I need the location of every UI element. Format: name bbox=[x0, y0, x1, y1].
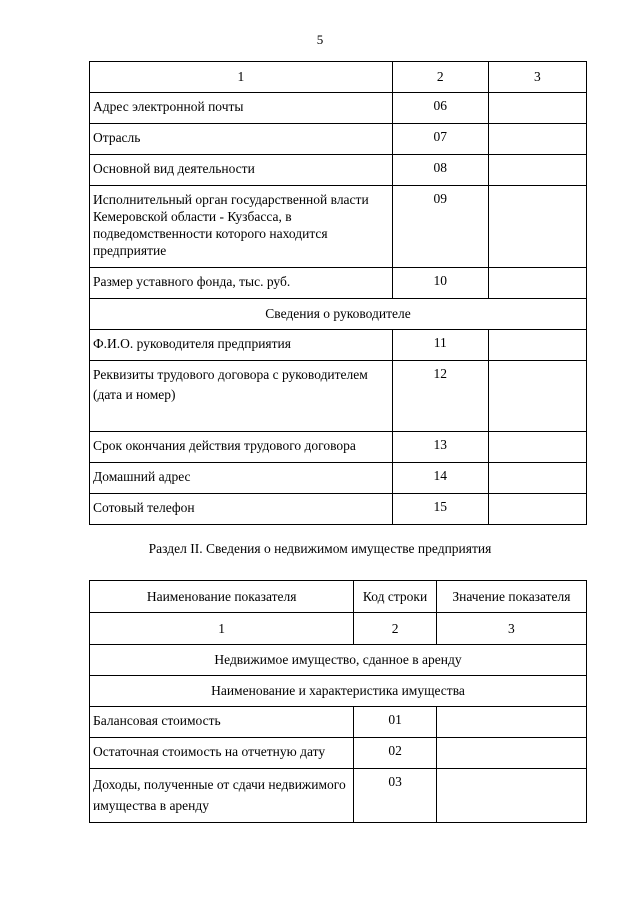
row-value-cell[interactable] bbox=[488, 432, 586, 463]
subheading-leased-property: Недвижимое имущество, сданное в аренду bbox=[90, 645, 587, 676]
section-heading-row bbox=[90, 645, 587, 676]
table-row bbox=[90, 463, 587, 494]
table-row bbox=[90, 707, 587, 738]
column-number-1: 1 bbox=[90, 613, 354, 645]
row-code: 01 bbox=[354, 707, 437, 738]
row-label: Отрасль bbox=[90, 124, 393, 155]
row-label: Основной вид деятельности bbox=[90, 155, 393, 186]
row-label: Домашний адрес bbox=[90, 463, 393, 494]
row-code: 09 bbox=[392, 186, 488, 268]
column-number-2: 2 bbox=[392, 62, 488, 93]
row-code: 11 bbox=[392, 330, 488, 361]
table-row bbox=[90, 432, 587, 463]
row-label: Реквизиты трудового договора с руководителем bbox=[93, 367, 368, 382]
row-code: 14 bbox=[392, 463, 488, 494]
header-indicator-value: Значение показателя bbox=[436, 581, 586, 613]
row-label: Ф.И.О. руководителя предприятия bbox=[90, 330, 393, 361]
enterprise-info-table bbox=[89, 61, 587, 525]
column-number-2: 2 bbox=[354, 613, 437, 645]
row-value-cell[interactable] bbox=[488, 93, 586, 124]
section-2-title: Раздел II. Сведения о недвижимом имуществе предприятия bbox=[148, 541, 492, 556]
table-row bbox=[90, 124, 587, 155]
table-row bbox=[90, 361, 587, 432]
table-row bbox=[90, 494, 587, 525]
row-label: Балансовая стоимость bbox=[90, 707, 354, 738]
row-code: 02 bbox=[354, 738, 437, 769]
row-code: 08 bbox=[392, 155, 488, 186]
row-value-cell[interactable] bbox=[488, 124, 586, 155]
row-code: 03 bbox=[354, 769, 437, 823]
section-heading-manager: Сведения о руководителе bbox=[90, 299, 587, 330]
row-value-cell[interactable] bbox=[436, 707, 586, 738]
subheading-property-description: Наименование и характеристика имущества bbox=[90, 676, 587, 707]
column-number-1: 1 bbox=[90, 62, 393, 93]
table-row bbox=[90, 186, 587, 268]
row-value-cell[interactable] bbox=[488, 463, 586, 494]
row-label: Сотовый телефон bbox=[90, 494, 393, 525]
row-value-cell[interactable] bbox=[488, 155, 586, 186]
row-label: Исполнительный орган государственной власти Кемеровской области - Кузбасса, в подведомственности которого находится предприятие bbox=[90, 186, 393, 268]
table-row bbox=[90, 93, 587, 124]
column-number-3: 3 bbox=[436, 613, 586, 645]
column-number-row bbox=[90, 613, 587, 645]
header-row-code: Код строки bbox=[354, 581, 437, 613]
real-estate-table bbox=[89, 580, 587, 823]
row-label-block bbox=[90, 361, 393, 432]
row-value-cell[interactable] bbox=[488, 186, 586, 268]
row-label: Остаточная стоимость на отчетную дату bbox=[90, 738, 354, 769]
row-label: Адрес электронной почты bbox=[90, 93, 393, 124]
column-number-3: 3 bbox=[488, 62, 586, 93]
table-row bbox=[90, 268, 587, 299]
row-code: 06 bbox=[392, 93, 488, 124]
row-value-cell[interactable] bbox=[436, 769, 586, 823]
row-code: 15 bbox=[392, 494, 488, 525]
row-code: 13 bbox=[392, 432, 488, 463]
table-row bbox=[90, 769, 587, 823]
row-label: Срок окончания действия трудового договора bbox=[90, 432, 393, 463]
table-header-row bbox=[90, 62, 587, 93]
row-code: 12 bbox=[392, 361, 488, 432]
page-number: 5 bbox=[316, 32, 324, 47]
header-indicator-name: Наименование показателя bbox=[90, 581, 354, 613]
row-code: 07 bbox=[392, 124, 488, 155]
row-value-cell[interactable] bbox=[488, 330, 586, 361]
row-code: 10 bbox=[392, 268, 488, 299]
table-row bbox=[90, 738, 587, 769]
table-header-row bbox=[90, 581, 587, 613]
row-value-cell[interactable] bbox=[488, 361, 586, 432]
row-label-extra: (дата и номер) bbox=[93, 387, 176, 402]
row-value-cell[interactable] bbox=[488, 494, 586, 525]
table-row bbox=[90, 330, 587, 361]
section-heading-row bbox=[90, 299, 587, 330]
row-label: Размер уставного фонда, тыс. руб. bbox=[90, 268, 393, 299]
row-label: Доходы, полученные от сдачи недвижимого имущества в аренду bbox=[90, 769, 354, 823]
table-row bbox=[90, 155, 587, 186]
row-value-cell[interactable] bbox=[488, 268, 586, 299]
row-value-cell[interactable] bbox=[436, 738, 586, 769]
section-heading-row bbox=[90, 676, 587, 707]
